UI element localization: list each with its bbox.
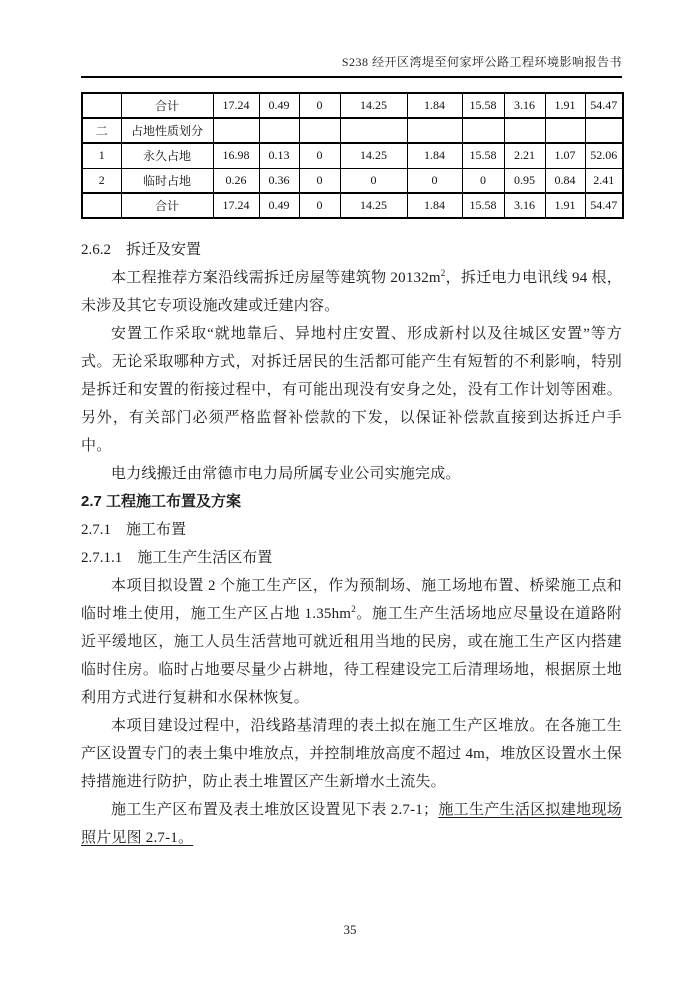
heading-2-7-1: 2.7.1 施工布置 <box>81 522 187 538</box>
para-demolition-post: ，拆迁电力电讯线 94 根，未涉及其它专项设施改建或迁建内容。 <box>81 270 622 314</box>
table-cell: 0 <box>299 93 340 118</box>
table-cell: 14.25 <box>340 143 407 168</box>
table-cell: 54.47 <box>585 93 623 118</box>
para-powerline: 电力线搬迁由常德市电力局所属专业公司实施完成。 <box>111 466 461 482</box>
table-cell: 1.84 <box>407 193 462 218</box>
table-cell: 0 <box>299 168 340 193</box>
table-cell: 1.84 <box>407 93 462 118</box>
table-cell: 0 <box>407 168 462 193</box>
para-construction-area <box>81 572 622 712</box>
table-cell: 0 <box>462 168 504 193</box>
table-cell: 0 <box>299 193 340 218</box>
table-cell: 二 <box>82 118 121 143</box>
table-cell: 临时占地 <box>121 168 213 193</box>
table-cell <box>407 118 462 143</box>
table-cell: 52.06 <box>585 143 623 168</box>
para-reference <box>81 796 622 852</box>
table-cell: 0.49 <box>259 93 299 118</box>
table-cell <box>213 118 259 143</box>
table-cell: 2 <box>82 168 121 193</box>
para-reference-underlined: 施工生产生活区拟建地现场照片见图 2.7-1。 <box>81 802 622 846</box>
table-cell: 合计 <box>121 193 213 218</box>
para-demolition-pre: 本工程推荐方案沿线需拆迁房屋等建筑物 20132m <box>111 270 441 286</box>
table-cell: 合计 <box>121 93 213 118</box>
table-cell: 17.24 <box>213 93 259 118</box>
table-cell: 0 <box>340 168 407 193</box>
table-cell: 2.21 <box>504 143 545 168</box>
table-cell <box>545 118 585 143</box>
para-topsoil: 本项目建设过程中，沿线路基清理的表土拟在施工生产区堆放。在各施工生产区设置专门的表土集中堆放点，并控制堆放高度不超过 4m，堆放区设置水土保持措施进行防护，防止表土堆置区产生新增水土流失。 <box>81 718 622 790</box>
para-resettlement: 安置工作采取“就地靠后、异地村庄安置、形成新村以及往城区安置”等方式。无论采取哪种方式，对拆迁居民的生活都可能产生有短暂的不利影响，特别是拆迁和安置的衔接过程中，有可能出现没有安身之处，没有工作计划等困难。另外，有关部门必须严格监督补偿款的下发，以保证补偿款直接到达拆迁户手中。 <box>81 326 622 454</box>
table-cell: 1 <box>82 143 121 168</box>
heading-2-7: 2.7 工程施工布置及方案 <box>81 493 242 510</box>
land-occupation-table <box>81 92 624 219</box>
table-cell: 1.91 <box>545 93 585 118</box>
table-cell <box>299 118 340 143</box>
table-cell <box>82 93 121 118</box>
table-cell <box>340 118 407 143</box>
table-cell: 2.41 <box>585 168 623 193</box>
table-cell: 1.07 <box>545 143 585 168</box>
table-cell <box>82 193 121 218</box>
table-cell: 15.58 <box>462 193 504 218</box>
table-cell: 14.25 <box>340 193 407 218</box>
table-cell: 0.13 <box>259 143 299 168</box>
para-construction-pre: 本项目拟设置 2 个施工生产区，作为预制场、施工场地布置、桥梁施工点和临时堆土使用，施工生产区占地 1.35hm <box>81 578 622 622</box>
table-cell: 0 <box>299 143 340 168</box>
table-cell: 0.84 <box>545 168 585 193</box>
superscript-2: 2 <box>351 604 356 614</box>
table-cell: 0.95 <box>504 168 545 193</box>
heading-2-6-2: 2.6.2 拆迁及安置 <box>81 242 202 258</box>
table-row <box>82 118 623 143</box>
table-cell: 16.98 <box>213 143 259 168</box>
table-row <box>82 143 623 168</box>
para-construction-post: 。施工生产生活场地应尽量设在道路附近平缓地区，施工人员生活营地可就近租用当地的民房，或在施工生产区内搭建临时住房。临时占地要尽量少占耕地，待工程建设完工后清理场地，根据原土地利用方式进行复耕和水保林恢复。 <box>81 606 623 706</box>
table-row <box>82 93 623 118</box>
table-cell: 3.16 <box>504 93 545 118</box>
table-cell: 1.84 <box>407 143 462 168</box>
table-cell: 0.36 <box>259 168 299 193</box>
table-cell <box>585 118 623 143</box>
table-cell <box>462 118 504 143</box>
table-cell: 54.47 <box>585 193 623 218</box>
table-cell <box>259 118 299 143</box>
table-cell <box>504 118 545 143</box>
superscript-2: 2 <box>440 268 446 278</box>
table-cell: 15.58 <box>462 143 504 168</box>
page-content <box>81 0 622 852</box>
table-row <box>82 168 623 193</box>
heading-2-7-1-1: 2.7.1.1 施工生产生活区布置 <box>81 550 273 566</box>
table-cell: 14.25 <box>340 93 407 118</box>
table-cell: 0.26 <box>213 168 259 193</box>
table-cell: 17.24 <box>213 193 259 218</box>
para-demolition <box>81 264 622 320</box>
table-cell: 占地性质划分 <box>121 118 213 143</box>
table-cell: 0.49 <box>259 193 299 218</box>
running-header-title: S238 经开区湾堤至何家坪公路工程环境影响报告书 <box>341 55 622 69</box>
header-rule <box>81 76 622 78</box>
table-row <box>82 193 623 218</box>
table-cell: 15.58 <box>462 93 504 118</box>
page-number: 35 <box>343 922 357 937</box>
table-cell: 1.91 <box>545 193 585 218</box>
table-cell: 3.16 <box>504 193 545 218</box>
table-cell: 永久占地 <box>121 143 213 168</box>
para-reference-normal: 施工生产区布置及表土堆放区设置见下表 2.7-1； <box>111 802 439 818</box>
